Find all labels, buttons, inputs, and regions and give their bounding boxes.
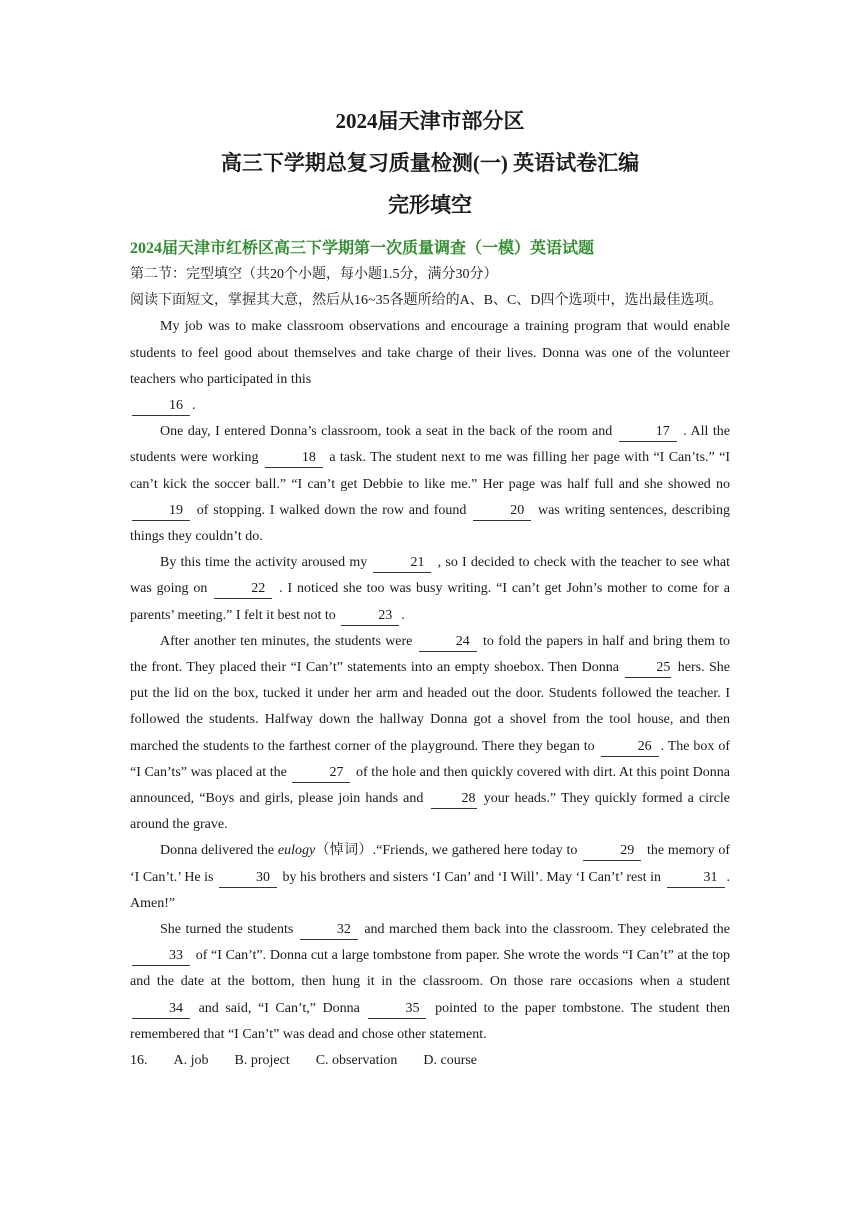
blank-26[interactable]: 26: [601, 738, 659, 757]
part-heading: 第二节：完型填空（共20个小题，每小题1.5分，满分30分）: [130, 267, 498, 282]
blank-18[interactable]: 18: [265, 449, 323, 468]
question-number: 16.: [130, 1053, 148, 1069]
blank-32[interactable]: 32: [300, 921, 358, 940]
blank-30[interactable]: 30: [219, 869, 277, 888]
blank-20[interactable]: 20: [473, 502, 531, 521]
passage-paragraph-5: Donna delivered the eulogy（悼词）.“Friends, we gathered here today to 29 the memory of ‘I Can’t.’ He is 30 by his brothers and sisters ‘I Can’ and ‘I Will’. May ‘I Can’t’ rest in 31 . Amen!”: [130, 843, 731, 911]
blank-16[interactable]: 16: [132, 397, 190, 416]
blank-25[interactable]: 25: [625, 659, 671, 678]
document-title-line2: 高三下学期总复习质量检测(一) 英语试卷汇编: [220, 151, 640, 175]
instruction-text: 阅读下面短文，掌握其大意，然后从16~35各题所给的A、B、C、D四个选项中，选出最佳选项。: [130, 293, 723, 309]
passage-paragraph-4: After another ten minutes, the students were 24 to fold the papers in half and bring them to the front. They placed their “I Can’t” statements into an empty shoebox. Then Donna 25 hers. She put the lid on the box, tucked it under her arm and headed out the door. Students followed the teacher. I followed the students. Halfway down the hallway Donna got a shovel from the tool house, and then marched the students to the farthest corner of the playground. There they began to 26 . The box of “I Can’ts” was placed at the 27 of the hole and then quickly covered with dirt. At this point Donna announced, “Boys and girls, please join hands and 28 your heads.” They quickly formed a circle around the grave.: [130, 633, 731, 833]
document-title-line1: 2024届天津市部分区: [335, 109, 525, 133]
blank-27[interactable]: 27: [292, 764, 350, 783]
blank-21[interactable]: 21: [373, 554, 431, 573]
blank-29[interactable]: 29: [583, 842, 641, 861]
blank-34[interactable]: 34: [132, 1000, 190, 1019]
exam-section-title: 2024届天津市红桥区高三下学期第一次质量调查（一模）英语试题: [130, 240, 595, 257]
option-c[interactable]: C. observation: [315, 1053, 398, 1069]
blank-23[interactable]: 23: [341, 607, 399, 626]
option-d[interactable]: D. course: [423, 1053, 478, 1069]
document-title-line3: 完形填空: [388, 193, 472, 217]
passage-paragraph-6: She turned the students 32 and marched them back into the classroom. They celebrated the 33 of “I Can’t”. Donna cut a large tombstone from paper. She wrote the words “I Can’t” at the top and the date at the bottom, then hung it in the classroom. On those rare occasions when a student 34 and said, “I Can’t,” Donna 35 pointed to the paper tombstone. The student then remembered that “I Can’t” was dead and chose other statement.: [130, 922, 731, 1042]
document-page: [130, 100, 730, 1074]
blank-28[interactable]: 28: [431, 790, 477, 809]
option-b[interactable]: B. project: [234, 1053, 290, 1069]
blank-24[interactable]: 24: [419, 633, 477, 652]
passage-paragraph-3: By this time the activity aroused my 21 , so I decided to check with the teacher to see what was going on 22 . I noticed she too was busy writing. “I can’t get John’s mother to come for a parents’ meeting.” I felt it best not to 23 .: [130, 550, 730, 629]
blank-22[interactable]: 22: [214, 580, 272, 599]
option-a[interactable]: A. job: [173, 1053, 209, 1069]
blank-33[interactable]: 33: [132, 947, 190, 966]
blank-19[interactable]: 19: [132, 502, 190, 521]
blank-35[interactable]: 35: [368, 1000, 426, 1019]
passage-paragraph-1: My job was to make classroom observations and encourage a training program that would enable students to feel good about themselves and take charge of their lives. Donna was one of the volunteer teachers who participated in this 16 .: [130, 314, 730, 419]
eulogy-term: eulogy: [277, 843, 316, 859]
blank-17[interactable]: 17: [619, 423, 677, 442]
question-16-options: [130, 1048, 730, 1074]
passage-paragraph-2: One day, I entered Donna’s classroom, took a seat in the back of the room and 17 . All the students were working 18 a task. The student next to me was filling her page with “I Can’ts.” “I can’t kick the soccer ball.” “I can’t get Debbie to like me.” Her page was half full and she showed no 19 of stopping. I walked down the row and found 20 was writing sentences, describing things they couldn’t do.: [130, 424, 731, 545]
blank-31[interactable]: 31: [667, 869, 725, 888]
